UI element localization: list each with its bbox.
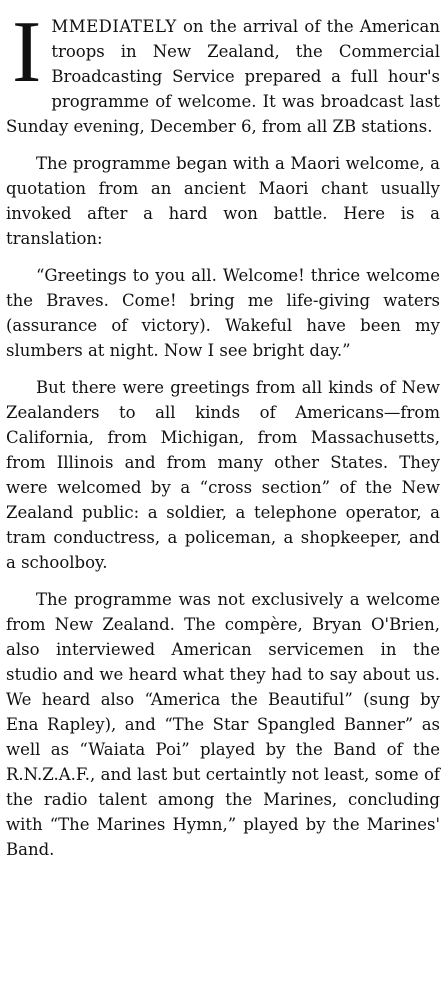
paragraph-2: The programme began with a Maori welcome, a quotation from an ancient Maori chant usually invoked after a hard won battle. Here is a translation:	[6, 154, 440, 248]
lead-word: MMEDIATELY	[51, 17, 177, 36]
paragraph-3-translation-quote: “Greetings to you all. Welcome! thrice welcome the Braves. Come! bring me life-giving waters (assurance of victory). Wakeful have been my slumbers at night. Now I see bright day.”	[6, 266, 440, 360]
paragraph-5: The programme was not exclusively a welcome from New Zealand. The compère, Bryan O'Brien, also interviewed American servicemen in the studio and we heard what they had to say about us. We heard also “America the Beautiful” (sung by Ena Rapley), and “The Star Spangled Banner” as well as “Waiata Poi” played by the Band of the R.N.Z.A.F., and last but certaintly not least, some of the radio talent among the Marines, concluding with “The Marines Hymn,” played by the Marines' Band.	[6, 590, 440, 859]
paragraph-1	[6, 4, 440, 139]
paragraph-4: But there were greetings from all kinds of New Zealanders to all kinds of Americans—from California, from Michigan, from Massachusetts, from Illinois and from many other States. They were welcomed by a “cross section” of the New Zealand public: a soldier, a telephone operator, a tram conductress, a policeman, a shopkeeper, and a schoolboy.	[6, 378, 440, 572]
drop-cap: I	[12, 4, 42, 101]
paragraph-1-text: on the arrival of the American troops in New Zealand, the Commercial Broadcasting Service prepared a full hour's programme of welcome. It was broadcast last Sunday evening, December 6, from all ZB stations.	[6, 17, 440, 136]
article-body	[6, 4, 440, 874]
